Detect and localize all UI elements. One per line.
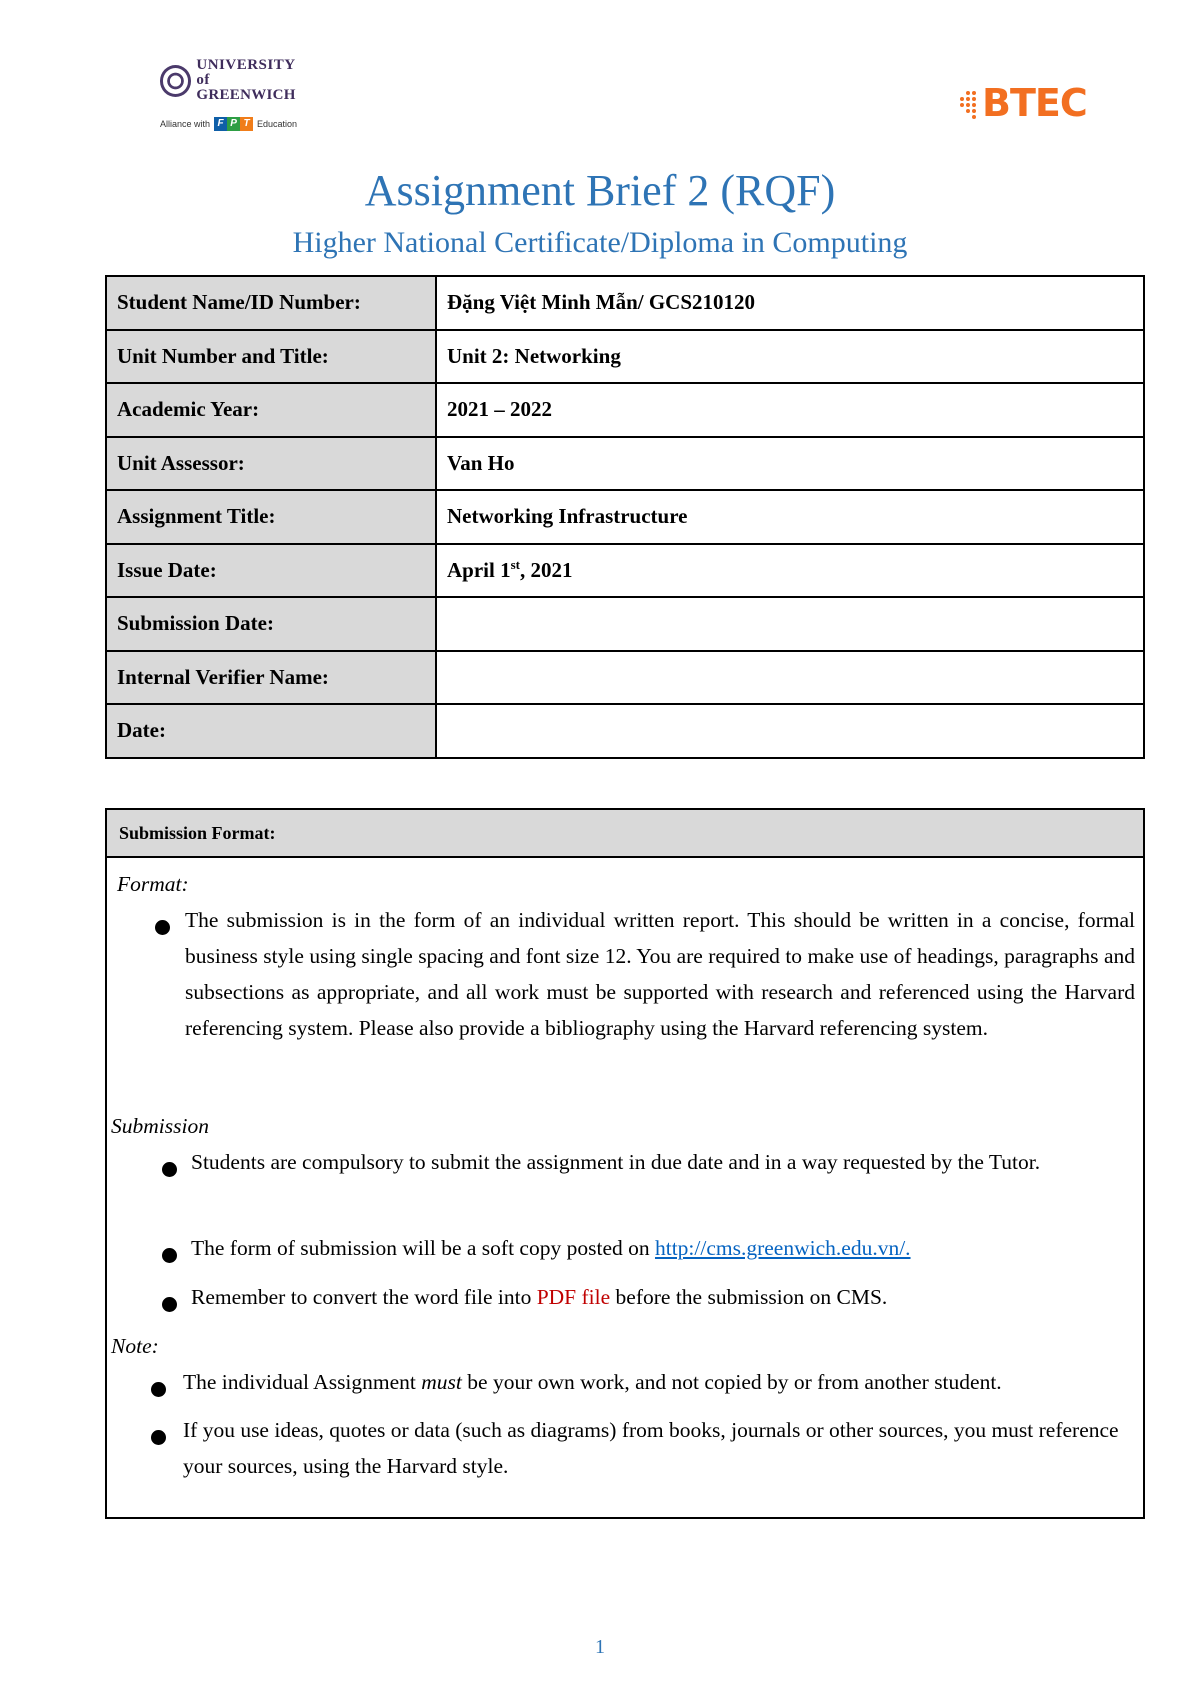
row-value xyxy=(436,651,1144,705)
university-of-greenwich-logo xyxy=(160,58,310,130)
row-value xyxy=(436,704,1144,758)
bullet-icon xyxy=(151,1382,166,1397)
bullet-icon xyxy=(162,1297,177,1312)
fpt-logo: F P T xyxy=(214,117,253,131)
row-value: April 1st, 2021 xyxy=(436,544,1144,598)
row-label: Submission Date: xyxy=(106,597,436,651)
row-value: Van Ho xyxy=(436,437,1144,491)
bullet-icon xyxy=(155,920,170,935)
submission-bullet-1: Students are compulsory to submit the assignment in due date and in a way requested by the Tutor. xyxy=(191,1150,1041,1174)
bullet-icon xyxy=(162,1162,177,1177)
table-row xyxy=(106,276,1144,330)
row-label: Unit Number and Title: xyxy=(106,330,436,384)
note-bullet-1: The individual Assignment must be your own work, and not copied by or from another student. xyxy=(183,1370,1002,1394)
note-bullet-2: If you use ideas, quotes or data (such as diagrams) from books, journals or other sources, you must reference your sources, using the Harvard style. xyxy=(183,1418,1119,1478)
cms-link[interactable]: http://cms.greenwich.edu.vn/. xyxy=(654,1236,911,1260)
table-row xyxy=(106,544,1144,598)
format-bullet-text: The submission is in the form of an individual written report. This should be written in a concise, formal business style using single spacing and font size 12. You are required to make use of headings, paragraphs and subsections as appropriate, and all work must be supported with research and referenced using the Harvard referencing system. Please also provide a bibliography using the Harvard referencing system. xyxy=(185,908,1135,1040)
bullet-icon xyxy=(162,1248,177,1263)
fpt-education-text: Education xyxy=(257,119,298,129)
row-label: Student Name/ID Number: xyxy=(106,276,436,330)
table-row xyxy=(106,330,1144,384)
row-value: Đặng Việt Minh Mẫn/ GCS210120 xyxy=(436,276,1144,330)
assignment-info-table xyxy=(105,275,1145,759)
page-subtitle: Higher National Certificate/Diploma in Computing xyxy=(292,226,908,259)
submission-bullet-3: Remember to convert the word file into PDF file before the submission on CMS. xyxy=(191,1285,888,1309)
row-value: Networking Infrastructure xyxy=(436,490,1144,544)
greenwich-crest-icon xyxy=(160,65,191,97)
table-row xyxy=(106,383,1144,437)
btec-wordmark: BTEC xyxy=(982,81,1087,125)
table-row xyxy=(106,704,1144,758)
row-label: Internal Verifier Name: xyxy=(106,651,436,705)
page-title: Assignment Brief 2 (RQF) xyxy=(364,166,836,215)
table-row xyxy=(106,651,1144,705)
submission-bullet-2: The form of submission will be a soft copy posted on http://cms.greenwich.edu.vn/. xyxy=(191,1236,911,1260)
table-row xyxy=(106,597,1144,651)
pdf-file-text: PDF file xyxy=(536,1285,611,1309)
table-row xyxy=(106,437,1144,491)
row-label: Date: xyxy=(106,704,436,758)
greenwich-logo-line1: UNIVERSITY of xyxy=(196,57,296,88)
page-number: 1 xyxy=(595,1636,605,1658)
row-label: Academic Year: xyxy=(106,383,436,437)
row-label: Assignment Title: xyxy=(106,490,436,544)
bullet-icon xyxy=(151,1430,166,1445)
row-label: Unit Assessor: xyxy=(106,437,436,491)
format-label: Format: xyxy=(117,872,189,896)
row-value: 2021 – 2022 xyxy=(436,383,1144,437)
submission-label: Submission xyxy=(111,1114,209,1138)
greenwich-logo-line2: GREENWICH xyxy=(196,87,296,103)
row-value xyxy=(436,597,1144,651)
row-label: Issue Date: xyxy=(106,544,436,598)
btec-dots-icon xyxy=(958,85,982,121)
alliance-text: Alliance with xyxy=(160,119,211,129)
submission-format-box xyxy=(105,808,1145,1519)
row-value: Unit 2: Networking xyxy=(436,330,1144,384)
note-label: Note: xyxy=(111,1334,159,1358)
submission-format-heading: Submission Format: xyxy=(107,810,1143,858)
table-row xyxy=(106,490,1144,544)
btec-logo xyxy=(958,78,1098,128)
